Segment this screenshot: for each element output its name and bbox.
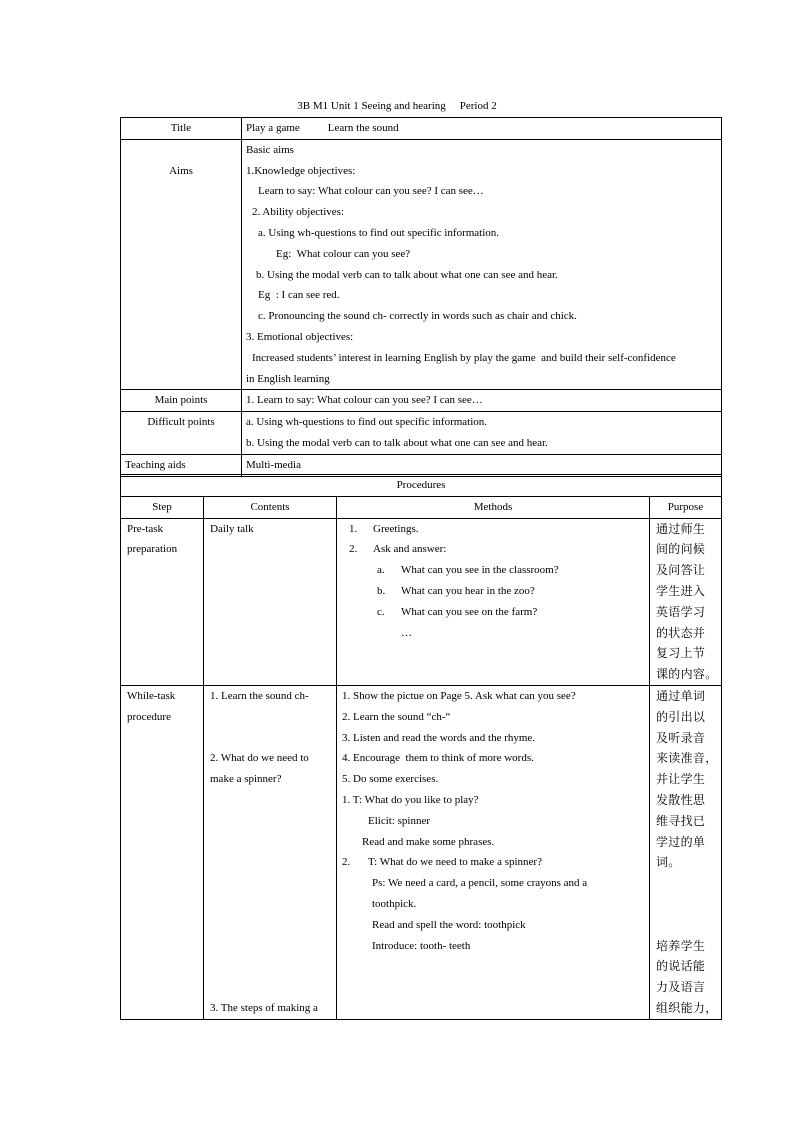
while-task-step: [121, 685, 204, 1019]
purpose-line: 英语学习: [656, 604, 706, 619]
difficult-points-label: Difficult points: [121, 412, 242, 455]
aims-line: b. Using the modal verb can to talk about what one can see and hear.: [256, 268, 558, 281]
while-task-row: [121, 685, 722, 1019]
aims-line: Learn to say: What colour can you see? I can see…: [258, 185, 484, 198]
header-purpose: Purpose: [650, 496, 722, 518]
main-points-value: 1. Learn to say: What colour can you see? I can see…: [242, 390, 722, 412]
method-subitem: b. What can you hear in the zoo?: [377, 584, 535, 597]
method-line: 5. Do some exercises.: [342, 773, 439, 786]
procedures-header-row: [121, 496, 722, 518]
contents-line: 2. What do we need to: [210, 752, 309, 765]
page-title: [0, 98, 794, 114]
aims-line: c. Pronouncing the sound ch- correctly in words such as chair and chick.: [258, 310, 577, 323]
purpose-line: 学过的单: [656, 834, 706, 849]
teaching-aids-row: [121, 454, 722, 476]
aims-line: Increased students’ interest in learning English by play the game and build their self-confidence: [252, 351, 676, 364]
pre-task-row: [121, 518, 722, 685]
contents-line: 3. The steps of making a: [210, 1001, 318, 1014]
purpose-line: 培养学生: [656, 938, 706, 953]
purpose-line: 及听录音: [656, 730, 706, 745]
method-item: 2. T: What do we need to make a spinner?: [342, 856, 542, 869]
pre-task-step: [121, 518, 204, 685]
purpose-line: 并让学生: [656, 772, 706, 787]
pre-task-methods: [337, 518, 650, 685]
procedures-heading-row: [121, 475, 722, 497]
step-line: While-task: [127, 689, 176, 702]
step-line: procedure: [127, 710, 171, 723]
header-methods: Methods: [337, 496, 650, 518]
difficult-points-value: [242, 412, 722, 455]
purpose-line: 维寻找已: [656, 813, 706, 828]
while-task-purpose: [650, 685, 722, 1019]
step-line: preparation: [127, 543, 178, 556]
method-item: 2. Ask and answer:: [349, 543, 447, 556]
difficult-points-row: [121, 412, 722, 455]
purpose-line: 课的内容。: [656, 667, 718, 682]
contents-line: make a spinner?: [210, 773, 282, 786]
lesson-code: 3B M1 Unit 1 Seeing and hearing: [297, 100, 446, 112]
title-value: [242, 118, 722, 140]
difficult-line: a. Using wh-questions to find out specific information.: [246, 416, 488, 429]
method-line: Elicit: spinner: [368, 814, 431, 827]
purpose-line: 的引出以: [656, 709, 706, 724]
purpose-line: 通过师生: [656, 521, 706, 536]
title-label: Title: [121, 118, 242, 140]
aims-line: a. Using wh-questions to find out specific information.: [258, 226, 500, 239]
aims-line: Eg: What colour can you see?: [276, 247, 411, 260]
purpose-line: 词。: [656, 855, 681, 870]
aims-line: Eg : I can see red.: [258, 289, 340, 302]
lesson-period: Period 2: [459, 100, 497, 112]
aims-label: Aims: [121, 139, 242, 390]
teaching-aids-label: Teaching aids: [121, 454, 242, 476]
purpose-line: 复习上节: [656, 646, 706, 661]
method-line: toothpick.: [372, 897, 417, 910]
teaching-aids-value: Multi-media: [242, 454, 722, 476]
method-subitem: c. What can you see on the farm?: [377, 605, 538, 618]
pre-task-contents: Daily talk: [204, 518, 337, 685]
aims-row: [121, 139, 722, 390]
purpose-line: 通过单词: [656, 688, 706, 703]
purpose-line: 及问答让: [656, 563, 706, 578]
purpose-line: 发散性思: [656, 792, 706, 807]
purpose-line: 的状态并: [656, 625, 706, 640]
method-line: 1. T: What do you like to play?: [342, 793, 479, 806]
aims-line: 1.Knowledge objectives:: [246, 164, 356, 177]
method-line: Read and make some phrases.: [362, 835, 495, 848]
method-line: 3. Listen and read the words and the rhyme.: [342, 731, 536, 744]
difficult-line: b. Using the modal verb can to talk about what one can see and hear.: [246, 436, 548, 449]
main-points-label: Main points: [121, 390, 242, 412]
method-line: Read and spell the word: toothpick: [372, 918, 526, 931]
purpose-line: 学生进入: [656, 583, 706, 598]
purpose-line: 间的问候: [656, 542, 706, 557]
purpose-line: 力及语言: [656, 980, 706, 995]
header-contents: Contents: [204, 496, 337, 518]
method-line: 2. Learn the sound “ch-“: [342, 710, 451, 723]
lesson-info-table: [120, 117, 722, 477]
aims-line: in English learning: [246, 372, 330, 385]
title-value-a: Play a game: [246, 122, 300, 134]
method-line: Ps: We need a card, a pencil, some crayons and a: [372, 877, 588, 890]
procedures-heading: Procedures: [121, 475, 722, 497]
purpose-line: 来读准音，: [656, 751, 718, 766]
contents-line: 1. Learn the sound ch-: [210, 689, 309, 702]
procedures-table: [120, 474, 722, 1020]
while-task-contents: [204, 685, 337, 1019]
while-task-methods: [337, 685, 650, 1019]
header-step: Step: [121, 496, 204, 518]
method-line: Introduce: tooth- teeth: [372, 939, 471, 952]
purpose-line: 的说话能: [656, 959, 706, 974]
aims-line: 2. Ability objectives:: [252, 206, 344, 219]
step-line: Pre-task: [127, 522, 164, 535]
aims-line: 3. Emotional objectives:: [246, 330, 354, 343]
aims-line: Basic aims: [246, 143, 294, 156]
method-ellipsis: …: [401, 626, 412, 639]
aims-content: [242, 139, 722, 390]
purpose-line: 组织能力，: [656, 1000, 718, 1015]
method-line: 4. Encourage them to think of more words.: [342, 752, 534, 765]
method-subitem: a. What can you see in the classroom?: [377, 564, 559, 577]
title-value-b: Learn the sound: [327, 122, 399, 134]
title-row: [121, 118, 722, 140]
method-item: 1. Greetings.: [349, 522, 419, 535]
method-line: 1. Show the pictue on Page 5. Ask what can you see?: [342, 689, 576, 702]
pre-task-purpose: [650, 518, 722, 685]
main-points-row: [121, 390, 722, 412]
